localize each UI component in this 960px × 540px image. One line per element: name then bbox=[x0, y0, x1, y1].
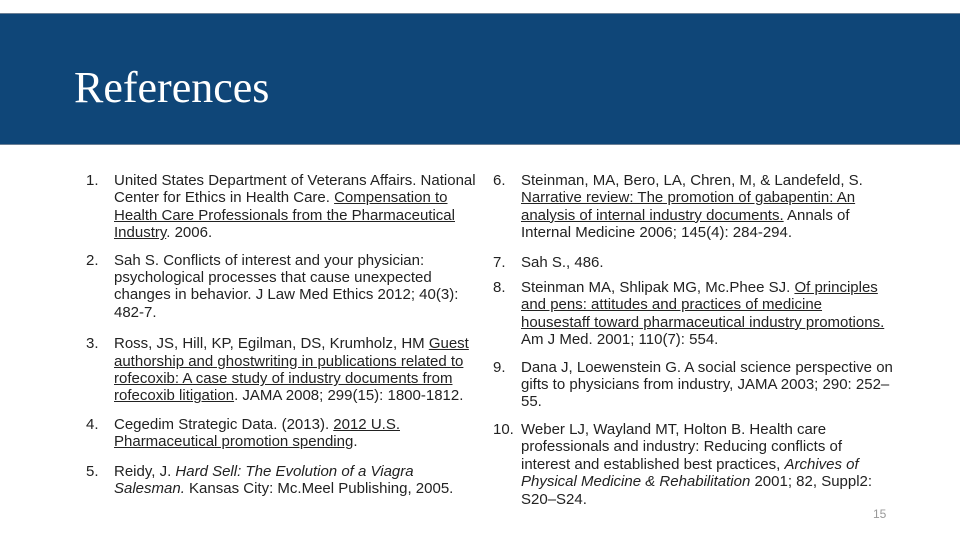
reference-italic-title: Hard Sell: The Evolution of a Viagra Salesman. bbox=[114, 462, 414, 498]
reference-number: 3. bbox=[86, 335, 99, 353]
reference-text: Sah S. Conflicts of interest and your physician: psychological processes that cause unexpected changes in behavior. J Law Med Ethics 2012; 40(3): 482-7. bbox=[114, 251, 459, 321]
reference-text: 2001; 82, Suppl2: S20–S24. bbox=[521, 473, 873, 508]
reference-link[interactable]: Guest authorship and ghostwriting in publications related to rofecoxib: A case study of industry documents from rofecoxib litigation bbox=[114, 335, 469, 405]
slide-title: References bbox=[74, 63, 270, 112]
reference-number: 10. bbox=[493, 420, 514, 438]
reference-text: Dana J, Loewenstein G. A social science perspective on gifts to physicians from industry, JAMA 2003; 290: 252–55. bbox=[521, 358, 893, 411]
reference-text: Reidy, J. bbox=[114, 462, 176, 480]
reference-number: 7. bbox=[493, 253, 506, 271]
reference-number: 6. bbox=[493, 172, 506, 189]
reference-item bbox=[493, 359, 893, 411]
reference-text: . JAMA 2008; 299(15): 1800-1812. bbox=[234, 387, 464, 405]
reference-item bbox=[493, 421, 893, 508]
reference-item bbox=[493, 254, 893, 271]
reference-text: Steinman, MA, Bero, LA, Chren, M, & Landefeld, S. bbox=[521, 172, 863, 189]
reference-link[interactable]: Of principles and pens: attitudes and practices of medicine housestaff toward pharmaceutical industry promotions. bbox=[521, 279, 885, 331]
references-column-left bbox=[86, 172, 478, 498]
reference-number: 4. bbox=[86, 415, 99, 433]
reference-text: Ross, JS, Hill, KP, Egilman, DS, Krumholz, HM bbox=[114, 335, 429, 353]
reference-link[interactable]: 2012 U.S. Pharmaceutical promotion spending bbox=[114, 415, 400, 451]
references-column-right bbox=[493, 172, 893, 508]
reference-text: Kansas City: Mc.Meel Publishing, 2005. bbox=[184, 480, 454, 498]
reference-item bbox=[86, 335, 478, 405]
reference-number: 2. bbox=[86, 251, 99, 269]
reference-italic-title: Archives of Physical Medicine & Rehabilitation bbox=[521, 455, 859, 491]
reference-text: Cegedim Strategic Data. (2013). bbox=[114, 415, 334, 433]
reference-text: . 2006. bbox=[166, 224, 213, 242]
reference-text: Am J Med. 2001; 110(7): 554. bbox=[521, 331, 719, 349]
reference-item bbox=[493, 172, 893, 242]
reference-link[interactable]: Compensation to Health Care Professionals from the Pharmaceutical Industry bbox=[114, 189, 455, 242]
reference-item bbox=[86, 172, 478, 242]
reference-number: 5. bbox=[86, 462, 99, 480]
reference-item bbox=[493, 279, 893, 349]
reference-number: 9. bbox=[493, 358, 506, 376]
reference-text: . bbox=[353, 433, 358, 451]
page-number: 15 bbox=[873, 507, 887, 521]
reference-text: Weber LJ, Wayland MT, Holton B. Health care professionals and industry: Reducing conflicts of interest and established best practices, bbox=[521, 420, 843, 473]
reference-text: Annals of Internal Medicine 2006; 145(4): 284-294. bbox=[521, 206, 850, 242]
title-banner bbox=[0, 13, 960, 145]
reference-text: Sah S., 486. bbox=[521, 253, 604, 271]
reference-item bbox=[86, 463, 478, 498]
reference-link[interactable]: Narrative review: The promotion of gabapentin: An analysis of internal industry documents. bbox=[521, 189, 856, 224]
reference-number: 8. bbox=[493, 279, 506, 297]
reference-number: 1. bbox=[86, 172, 99, 189]
reference-item bbox=[86, 252, 478, 322]
reference-text: United States Department of Veterans Affairs. National Center for Ethics in Health Care. bbox=[114, 172, 476, 207]
reference-item bbox=[86, 416, 478, 451]
reference-text: Steinman MA, Shlipak MG, Mc.Phee SJ. bbox=[521, 279, 795, 297]
